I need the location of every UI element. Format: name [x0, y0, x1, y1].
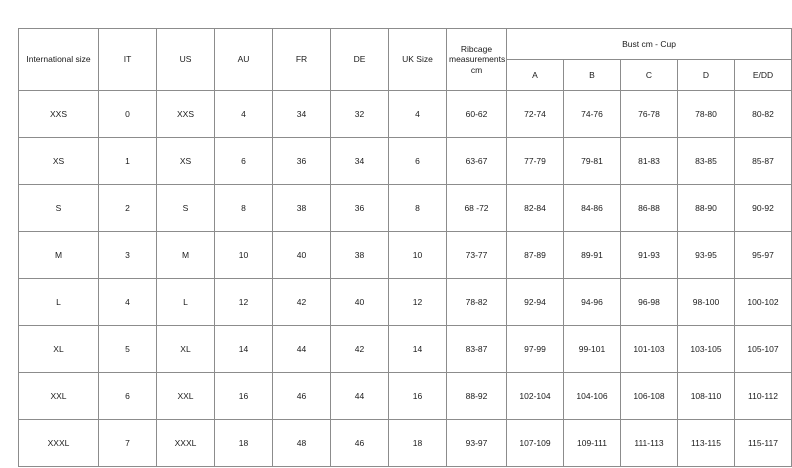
cell-fr: 40 — [273, 232, 331, 279]
cell-cup-b: 94-96 — [564, 279, 621, 326]
table-row — [19, 279, 792, 326]
column-header-fr: FR — [273, 29, 331, 91]
cell-fr: 44 — [273, 326, 331, 373]
cell-au: 16 — [215, 373, 273, 420]
cell-fr: 38 — [273, 185, 331, 232]
cell-it: 0 — [99, 91, 157, 138]
table-row — [19, 420, 792, 467]
cell-ribcage: 63-67 — [447, 138, 507, 185]
cell-cup-edd: 90-92 — [735, 185, 792, 232]
cell-au: 4 — [215, 91, 273, 138]
cell-au: 10 — [215, 232, 273, 279]
cell-cup-c: 76-78 — [621, 91, 678, 138]
column-header-cup-a: A — [507, 60, 564, 91]
table-row — [19, 91, 792, 138]
cell-ribcage: 73-77 — [447, 232, 507, 279]
cell-uk: 16 — [389, 373, 447, 420]
cell-ribcage: 68 -72 — [447, 185, 507, 232]
cell-fr: 36 — [273, 138, 331, 185]
cell-cup-edd: 85-87 — [735, 138, 792, 185]
cell-cup-d: 108-110 — [678, 373, 735, 420]
size-chart-sheet — [18, 28, 779, 467]
cell-ribcage: 78-82 — [447, 279, 507, 326]
cell-au: 14 — [215, 326, 273, 373]
cell-uk: 4 — [389, 91, 447, 138]
cell-cup-d: 113-115 — [678, 420, 735, 467]
cell-cup-b: 109-111 — [564, 420, 621, 467]
cell-us: XXXL — [157, 420, 215, 467]
column-header-uk-size: UK Size — [389, 29, 447, 91]
column-header-de: DE — [331, 29, 389, 91]
cell-it: 7 — [99, 420, 157, 467]
cell-fr: 48 — [273, 420, 331, 467]
cell-cup-edd: 110-112 — [735, 373, 792, 420]
cell-cup-c: 111-113 — [621, 420, 678, 467]
cell-cup-a: 82-84 — [507, 185, 564, 232]
cell-international-size: XS — [19, 138, 99, 185]
cell-cup-c: 101-103 — [621, 326, 678, 373]
cell-cup-c: 81-83 — [621, 138, 678, 185]
column-header-cup-d: D — [678, 60, 735, 91]
cell-ribcage: 93-97 — [447, 420, 507, 467]
table-row — [19, 373, 792, 420]
column-header-international-size: International size — [19, 29, 99, 91]
cell-uk: 18 — [389, 420, 447, 467]
table-row — [19, 138, 792, 185]
column-header-au: AU — [215, 29, 273, 91]
cell-cup-d: 93-95 — [678, 232, 735, 279]
cell-us: L — [157, 279, 215, 326]
cell-us: S — [157, 185, 215, 232]
cell-international-size: XL — [19, 326, 99, 373]
cell-de: 46 — [331, 420, 389, 467]
cell-us: XL — [157, 326, 215, 373]
cell-au: 12 — [215, 279, 273, 326]
column-header-ribcage-measurements: Ribcage measurements cm — [447, 29, 507, 91]
cell-cup-edd: 115-117 — [735, 420, 792, 467]
column-header-us: US — [157, 29, 215, 91]
cell-cup-a: 77-79 — [507, 138, 564, 185]
cell-cup-d: 83-85 — [678, 138, 735, 185]
cell-it: 2 — [99, 185, 157, 232]
cell-uk: 12 — [389, 279, 447, 326]
table-row — [19, 232, 792, 279]
table-row — [19, 326, 792, 373]
cell-cup-a: 107-109 — [507, 420, 564, 467]
cell-de: 42 — [331, 326, 389, 373]
cell-au: 6 — [215, 138, 273, 185]
cell-de: 44 — [331, 373, 389, 420]
cell-uk: 8 — [389, 185, 447, 232]
column-header-it: IT — [99, 29, 157, 91]
cell-cup-edd: 95-97 — [735, 232, 792, 279]
cell-cup-d: 78-80 — [678, 91, 735, 138]
size-conversion-table — [18, 28, 792, 467]
cell-cup-b: 99-101 — [564, 326, 621, 373]
cell-cup-a: 97-99 — [507, 326, 564, 373]
cell-fr: 42 — [273, 279, 331, 326]
cell-international-size: S — [19, 185, 99, 232]
cell-it: 6 — [99, 373, 157, 420]
cell-de: 36 — [331, 185, 389, 232]
cell-cup-edd: 100-102 — [735, 279, 792, 326]
cell-us: M — [157, 232, 215, 279]
cell-cup-c: 91-93 — [621, 232, 678, 279]
cell-cup-c: 96-98 — [621, 279, 678, 326]
cell-cup-a: 72-74 — [507, 91, 564, 138]
cell-international-size: XXL — [19, 373, 99, 420]
cell-uk: 14 — [389, 326, 447, 373]
cell-de: 38 — [331, 232, 389, 279]
cell-de: 34 — [331, 138, 389, 185]
cell-it: 1 — [99, 138, 157, 185]
cell-cup-a: 92-94 — [507, 279, 564, 326]
cell-uk: 6 — [389, 138, 447, 185]
cell-us: XS — [157, 138, 215, 185]
cell-cup-b: 104-106 — [564, 373, 621, 420]
cell-cup-a: 102-104 — [507, 373, 564, 420]
cell-cup-b: 84-86 — [564, 185, 621, 232]
cell-cup-c: 86-88 — [621, 185, 678, 232]
cell-cup-c: 106-108 — [621, 373, 678, 420]
cell-cup-edd: 80-82 — [735, 91, 792, 138]
cell-uk: 10 — [389, 232, 447, 279]
cell-cup-d: 98-100 — [678, 279, 735, 326]
cell-ribcage: 88-92 — [447, 373, 507, 420]
cell-cup-d: 88-90 — [678, 185, 735, 232]
table-row — [19, 185, 792, 232]
cell-international-size: XXXL — [19, 420, 99, 467]
cell-us: XXL — [157, 373, 215, 420]
cell-it: 3 — [99, 232, 157, 279]
cell-international-size: L — [19, 279, 99, 326]
cell-de: 32 — [331, 91, 389, 138]
cell-ribcage: 83-87 — [447, 326, 507, 373]
table-body — [19, 91, 792, 467]
cell-it: 5 — [99, 326, 157, 373]
cell-cup-d: 103-105 — [678, 326, 735, 373]
cell-international-size: M — [19, 232, 99, 279]
column-group-header-bust-cup: Bust cm - Cup — [507, 29, 792, 60]
cell-us: XXS — [157, 91, 215, 138]
table-header — [19, 29, 792, 91]
cell-cup-b: 74-76 — [564, 91, 621, 138]
column-header-cup-c: C — [621, 60, 678, 91]
cell-it: 4 — [99, 279, 157, 326]
cell-ribcage: 60-62 — [447, 91, 507, 138]
cell-fr: 34 — [273, 91, 331, 138]
column-header-cup-edd: E/DD — [735, 60, 792, 91]
header-row-top — [19, 29, 792, 60]
column-header-cup-b: B — [564, 60, 621, 91]
cell-international-size: XXS — [19, 91, 99, 138]
cell-de: 40 — [331, 279, 389, 326]
cell-fr: 46 — [273, 373, 331, 420]
cell-au: 18 — [215, 420, 273, 467]
cell-au: 8 — [215, 185, 273, 232]
cell-cup-edd: 105-107 — [735, 326, 792, 373]
cell-cup-b: 79-81 — [564, 138, 621, 185]
cell-cup-b: 89-91 — [564, 232, 621, 279]
cell-cup-a: 87-89 — [507, 232, 564, 279]
